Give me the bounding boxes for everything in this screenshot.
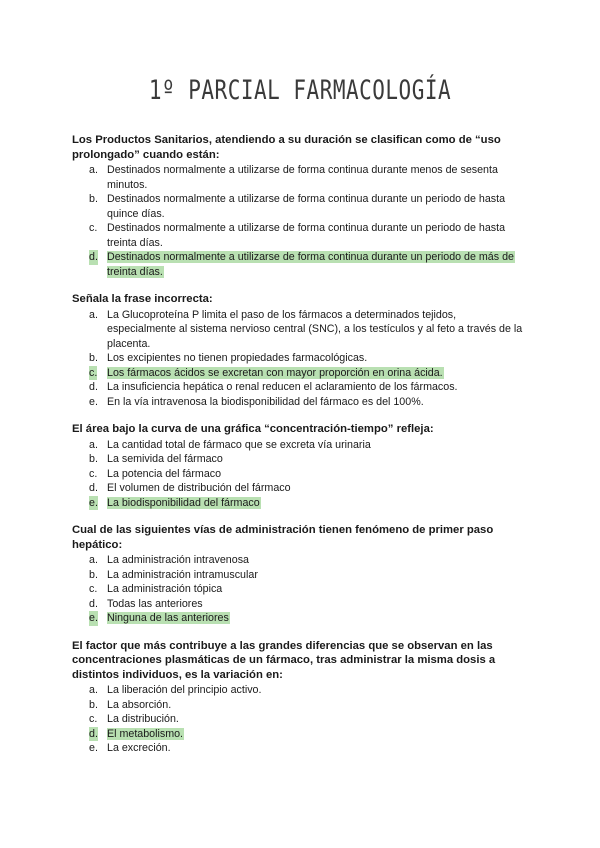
option-letter: a. bbox=[89, 308, 98, 321]
option-letter: b. bbox=[89, 568, 98, 581]
option-letter: e. bbox=[89, 496, 98, 509]
question-1 bbox=[72, 133, 524, 279]
question-text: El área bajo la curva de una gráfica “concentración-tiempo” refleja: bbox=[72, 423, 434, 435]
option-text: La absorción. bbox=[107, 698, 172, 711]
option-text: La cantidad total de fármaco que se excreta vía urinaria bbox=[107, 438, 371, 451]
question-5 bbox=[72, 639, 524, 756]
option-letter: a. bbox=[89, 164, 98, 176]
option-text: La distribución. bbox=[107, 713, 179, 725]
option-c bbox=[72, 582, 524, 597]
option-letter: c. bbox=[89, 467, 98, 480]
option-a bbox=[72, 308, 524, 352]
option-letter: d. bbox=[89, 482, 98, 494]
option-d bbox=[72, 250, 524, 279]
option-letter: c. bbox=[89, 222, 98, 234]
option-c bbox=[72, 712, 524, 727]
option-letter: e. bbox=[89, 742, 98, 754]
option-d bbox=[72, 380, 524, 395]
option-letter: a. bbox=[89, 684, 98, 696]
option-letter: c. bbox=[89, 713, 98, 725]
option-c bbox=[72, 366, 524, 381]
option-b bbox=[72, 192, 524, 221]
option-text: La semivida del fármaco bbox=[107, 453, 223, 465]
question-text: Señala la frase incorrecta: bbox=[72, 293, 213, 305]
option-text: La biodisponibilidad del fármaco bbox=[107, 496, 260, 509]
option-letter: a. bbox=[89, 554, 98, 566]
option-letter: b. bbox=[89, 453, 98, 465]
option-d bbox=[72, 727, 524, 742]
option-d bbox=[72, 597, 524, 612]
option-letter: a. bbox=[89, 438, 98, 451]
quiz-content bbox=[72, 133, 524, 769]
option-text: La potencia del fármaco bbox=[107, 467, 222, 480]
option-a bbox=[72, 683, 524, 698]
page-title: 1º PARCIAL FARMACOLOGÍA bbox=[148, 75, 452, 105]
option-letter: e. bbox=[89, 612, 98, 624]
option-text: La insuficiencia hepática o renal reducen el aclaramiento de los fármacos. bbox=[107, 381, 458, 393]
option-c bbox=[72, 221, 524, 250]
option-text: Destinados normalmente a utilizarse de forma continua durante un periodo de hasta quince días. bbox=[107, 193, 506, 220]
option-text: Todas las anteriores bbox=[107, 597, 203, 610]
option-text: Los excipientes no tienen propiedades farmacológicas. bbox=[107, 352, 368, 364]
option-letter: d. bbox=[89, 251, 98, 263]
option-letter: d. bbox=[89, 597, 98, 610]
option-e bbox=[72, 741, 524, 756]
option-letter: b. bbox=[89, 698, 98, 711]
option-d bbox=[72, 481, 524, 496]
option-letter: d. bbox=[89, 381, 98, 393]
option-text: La administración intramuscular bbox=[107, 568, 258, 581]
option-e bbox=[72, 395, 524, 410]
option-e bbox=[72, 496, 524, 511]
question-3 bbox=[72, 422, 524, 510]
option-letter: c. bbox=[89, 583, 98, 595]
option-e bbox=[72, 611, 524, 626]
option-letter: c. bbox=[89, 366, 98, 379]
question-2 bbox=[72, 292, 524, 409]
option-text: En la vía intravenosa la biodisponibilidad del fármaco es del 100%. bbox=[107, 395, 424, 408]
option-text: Destinados normalmente a utilizarse de forma continua durante un periodo de hasta treinta días. bbox=[107, 222, 506, 249]
option-b bbox=[72, 698, 524, 713]
option-list bbox=[72, 163, 524, 279]
option-letter: b. bbox=[89, 193, 98, 205]
option-text: Destinados normalmente a utilizarse de forma continua durante un periodo de más de treinta días. bbox=[107, 251, 514, 278]
option-text: La administración intravenosa bbox=[107, 554, 249, 566]
option-b bbox=[72, 568, 524, 583]
option-b bbox=[72, 452, 524, 467]
option-text: La Glucoproteína P limita el paso de los fármacos a determinados tejidos, especialmente al sistema nervioso central (SNC), a los testículos y al feto a través de la placenta. bbox=[107, 308, 523, 350]
option-a bbox=[72, 553, 524, 568]
option-a bbox=[72, 163, 524, 192]
option-list bbox=[72, 553, 524, 626]
option-a bbox=[72, 438, 524, 453]
option-text: El volumen de distribución del fármaco bbox=[107, 482, 291, 494]
option-c bbox=[72, 467, 524, 482]
option-letter: d. bbox=[89, 727, 98, 740]
option-letter: e. bbox=[89, 395, 98, 408]
question-4 bbox=[72, 523, 524, 626]
question-text: El factor que más contribuye a las grandes diferencias que se observan en las concentraciones plasmáticas de un fármaco, tras administrar la misma dosis a distintos individuos, es la variación en: bbox=[72, 639, 496, 681]
option-list bbox=[72, 683, 524, 756]
option-text: La liberación del principio activo. bbox=[107, 684, 262, 696]
option-text: El metabolismo. bbox=[107, 727, 184, 740]
option-text: La administración tópica bbox=[107, 583, 223, 595]
option-text: La excreción. bbox=[107, 742, 171, 754]
option-list bbox=[72, 438, 524, 511]
option-text: Ninguna de las anteriores bbox=[107, 612, 229, 624]
question-text: Cual de las siguientes vías de administración tienen fenómeno de primer paso hepático: bbox=[72, 524, 494, 551]
question-text: Los Productos Sanitarios, atendiendo a su duración se clasifican como de “uso prolongado” cuando están: bbox=[72, 134, 501, 161]
option-letter: b. bbox=[89, 352, 98, 364]
option-list bbox=[72, 308, 524, 410]
option-text: Los fármacos ácidos se excretan con mayor proporción en orina ácida. bbox=[107, 366, 443, 379]
option-text: Destinados normalmente a utilizarse de forma continua durante menos de sesenta minutos. bbox=[107, 164, 498, 191]
option-b bbox=[72, 351, 524, 366]
